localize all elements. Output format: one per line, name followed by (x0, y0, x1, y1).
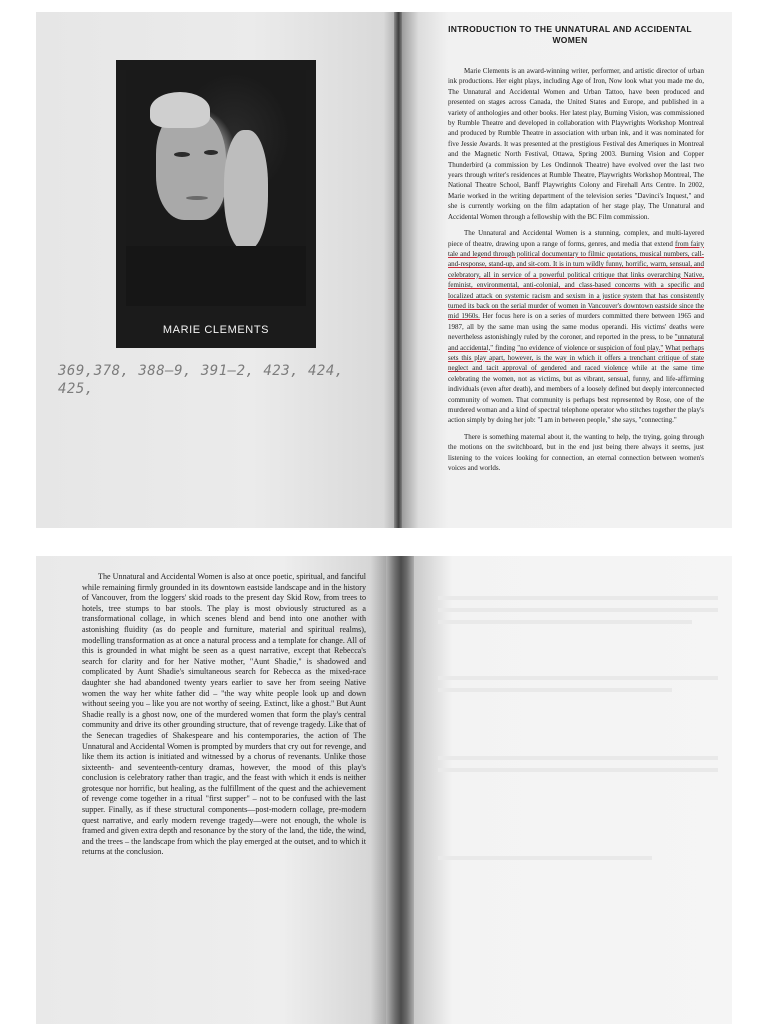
introduction-text (448, 66, 704, 479)
intro-paragraph-2 (448, 228, 704, 426)
p2-text-end: while at the same time celebrating the women, not as victims, but as vibrant, sensual, funny, and life-affirming individuals (even after death), and members of a loosely defined but deeply interconnected community of women. That community is perhaps best represented by Rose, one of the murdered woman and a kind of spectral telephone operator who stitches together the play's action simply by doing her job: "I am in between people," she says, "connecting." (448, 364, 704, 425)
continuation-text (82, 572, 366, 864)
handwritten-page-numbers: 369,378, 388–9, 391–2, 423, 424, 425, (58, 363, 344, 397)
highlighted-critique: What perhaps sets this play apart, however, is the way in which it offers a trenchant critique of state neglect and tacit approval of gendered and raced violence (448, 343, 704, 373)
bottom-left-page (36, 556, 388, 1024)
top-left-page (36, 12, 398, 528)
p2-text-start: The Unnatural and Accidental Women is a stunning, complex, and multi-layered piece of theatre, drawing upon a range of forms, genres, and media that extend (448, 229, 704, 248)
portrait-caption: MARIE CLEMENTS (162, 324, 270, 336)
top-right-page (402, 12, 732, 528)
continuation-paragraph: The Unnatural and Accidental Women is also at once poetic, spiritual, and fanciful while remaining firmly grounded in its downtown eastside landscape and in the history of Vancouver, from the loggers' skid roads to the present day Skid Row, from trees to hotels, tree stumps to bar stools. The play is most obviously structured as a transformational collage, in which scenes blend and bend into one another with astonishing fluidity (as do people and furniture, material and spiritual realms), modelling transformation as at once a natural process and a template for change. All of this is grounded in what might be seen as a quest narrative, except that Rebecca's search for clarity and for her Native mother, "Aunt Shadie," is shadowed and complicated by Aunt Shadie's simultaneous search for Rebecca as the mixed-race daughter she had abandoned twenty years earlier to save her from seeing Native women the way her white father did – "the way white people look up and down without seeing you – like you are not worthy of seeing. Extinct, like a ghost." But Aunt Shadie really is a ghost now, one of the murdered women that form the play's central community and drive its other grounding structure, that of revenge tragedy. Like that of the Senecan tragedies of Shakespeare and his contemporaries, the action of The Unnatural and Accidental Women is prompted by murders that cry out for revenge, and like them its action is initiated and witnessed by a chorus of revenants. Unlike those sixteenth- and seventeenth-century dramas, however, the mood of this play's conclusion is celebratory rather than tragic, and the feast with which it ends is neither grotesque nor horrific, but healing, as the fulfillment of the quest and the achievement of revenge come together in a ritual "first supper" – not to be confused with the last supper. Finally, as if these structural components—post-modern collage, pre-modern quest narrative, and early modern revenge tragedy—were not enough, the whole is framed and given extra depth and resonance by the story of the land, the tide, the wind, and the trees – the landscape from which the play emerged at the outset, and to which it returns at the conclusion. (82, 572, 366, 857)
bottom-right-page-bleedthrough (414, 556, 732, 1024)
portrait-photo (126, 70, 306, 306)
highlighted-passage: from fairy tale and legend through political documentary to filmic quotations, musical numbers, call-and-response, stand-up, and sit-com. It is in turn wildly funny, horrific, warm, sensual, and celebratory, all in service of a powerful political critique that links overarching Native, feminist, environmental, anti-colonial, and class-based concerns with a specific and localized attack on systemic racism and sexism in a justice system that has consistently turned its back on the serial murder of women in Vancouver's downtown eastside since the mid 1960s. (448, 239, 704, 321)
intro-paragraph-3: There is something maternal about it, the wanting to help, the trying, going through the motions on the switchboard, but in the end just being there always it seems, just listening to the voices looking for connection, an eternal connection between women's voices and worlds. (448, 432, 704, 473)
highlighted-quote: "unnatural and accidental," finding "no evidence of violence or suspicion of foul play." (448, 333, 704, 352)
book-gutter (386, 556, 416, 1024)
chapter-heading: INTRODUCTION TO THE UNNATURAL AND ACCIDENTAL WOMEN (448, 24, 692, 45)
author-portrait (116, 60, 316, 348)
p2-text-middle: Her focus here is on a series of murders committed there between 1965 and 1987, all by the same man using the same modus operandi. His victims' deaths were nevertheless astonishingly ruled by the coroner, and reported in the press, to be (448, 312, 704, 342)
intro-paragraph-1: Marie Clements is an award-winning writer, performer, and artistic director of urban ink productions. Her eight plays, including Age of Iron, Now look what you made me do, The Unnatural and Accidental Women and Urban Tattoo, have been produced and presented on stages across Canada, the United States and Europe, and published in a variety of anthologies and other books. Her latest play, Burning Vision, was commissioned by Rumble Theatre and developed in collaboration with Playwrights Workshop Montreal and produced by Rumble Theatre in association with urban ink, and it was nominated for five Jessie Awards. It was presented at the prestigious Festival des Ameriques in Montreal and the Magnetic North Festival, Ottawa, Spring 2003. Burning Vision and Copper Thunderbird (a commission by Les Ondinnok Theatre) have evolved over the last two years through writer's residences at Rumble Theatre, Playwrights Workshop Montreal, The National Theatre School, Banff Playwrights Colony and Firehall Arts Centre. In 2002, Marie worked in the writing department of the television series "Davinci's Inquest," and she is currently working on the film adaptation of her stage play, The Unnatural and Accidental Women through a fellowship with the BC Film commission. (448, 67, 704, 221)
bottom-book-spread (36, 556, 732, 1024)
top-book-spread (36, 12, 732, 528)
